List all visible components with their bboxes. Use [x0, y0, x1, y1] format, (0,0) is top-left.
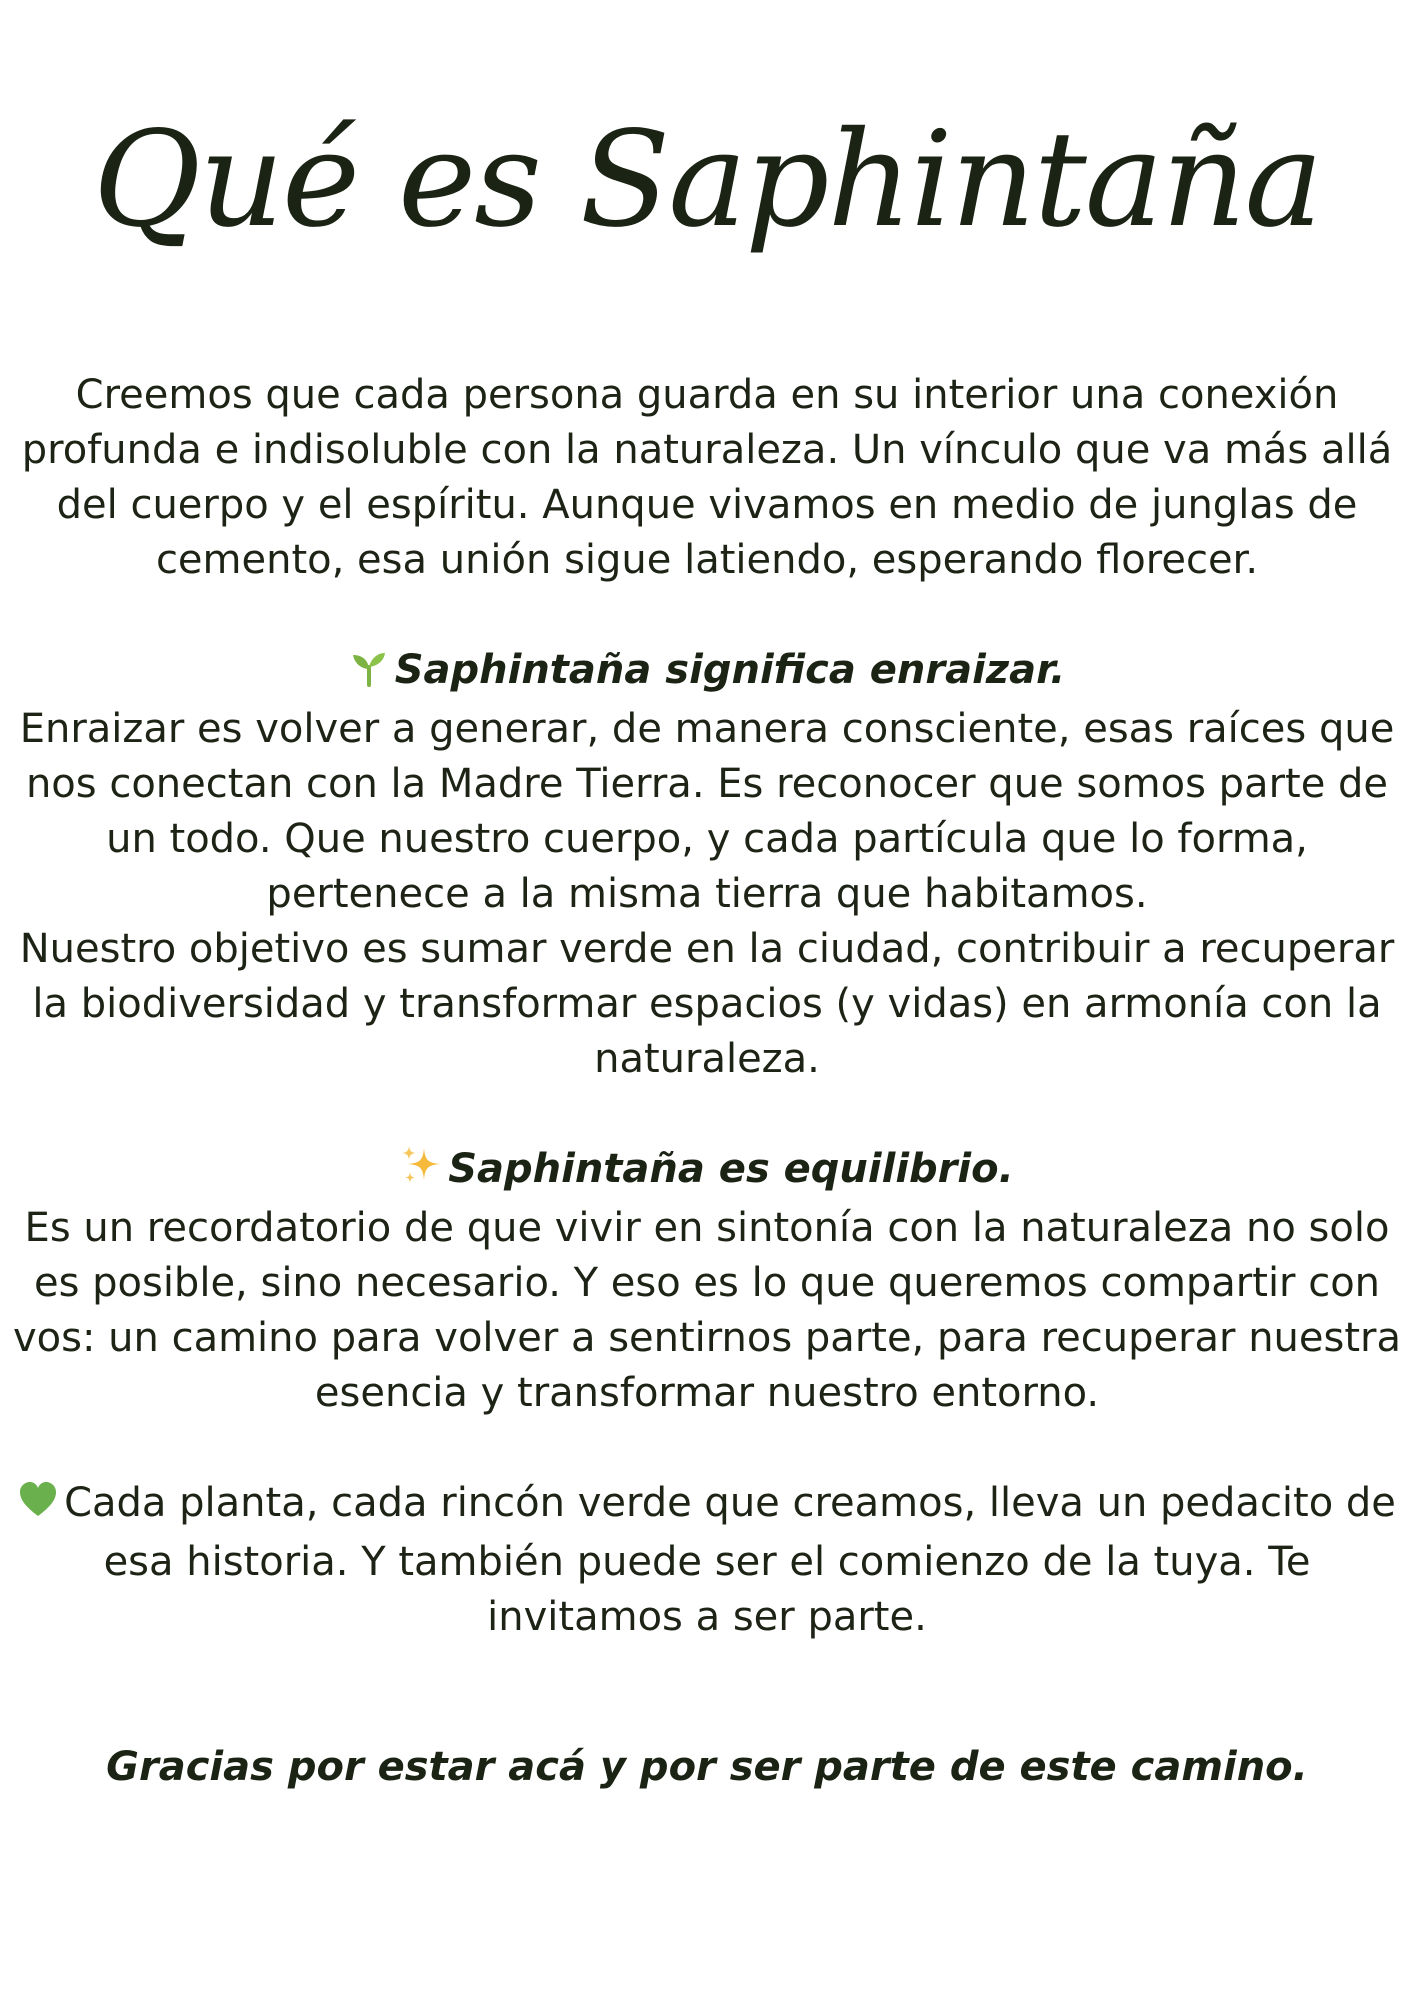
spacer — [0, 1087, 1414, 1142]
seedling-icon — [349, 647, 389, 702]
green-heart-icon — [18, 1480, 58, 1535]
section-heading-text: Saphintaña es equilibrio. — [448, 1146, 1014, 1192]
page-title: Qué es Saphintaña — [92, 103, 1322, 257]
spacer — [0, 1421, 1414, 1476]
body-text — [0, 368, 1414, 1645]
section-heading-enraizar — [0, 643, 1414, 702]
spacer — [0, 588, 1414, 643]
invitation-text: Cada planta, cada rincón verde que creamos, lleva un pedacito de esa historia. Y también puede ser el comienzo de la tuya. Te invitamos a ser parte. — [64, 1480, 1396, 1640]
enraizar-paragraph: Enraizar es volver a generar, de manera consciente, esas raíces que nos conectan con la Madre Tierra. Es reconocer que somos parte de un todo. Que nuestro cuerpo, y cada partícula que lo forma, pertenece a la misma tierra que habitamos. — [19, 706, 1395, 917]
equilibrio-paragraph: Es un recordatorio de que vivir en sintonía con la naturaleza no solo es posible, sino necesario. Y eso es lo que queremos compartir con vos: un camino para volver a sentirnos parte, para recuperar nuestra esencia y transformar nuestro entorno. — [12, 1205, 1401, 1416]
closing-message: Gracias por estar acá y por ser parte de este camino. — [106, 1744, 1308, 1790]
objetivo-paragraph: Nuestro objetivo es sumar verde en la ciudad, contribuir a recuperar la biodiversidad y transformar espacios (y vidas) en armonía con la naturaleza. — [19, 926, 1395, 1082]
intro-paragraph: Creemos que cada persona guarda en su interior una conexión profunda e indisoluble con la naturaleza. Un vínculo que va más allá del cuerpo y el espíritu. Aunque vivamos en medio de junglas de cemento, esa unión sigue latiendo, esperando florecer. — [21, 372, 1393, 583]
invitation-paragraph — [0, 1476, 1414, 1645]
sparkles-icon — [400, 1144, 442, 1201]
section-heading-equilibrio — [0, 1142, 1414, 1201]
section-heading-text: Saphintaña significa enraizar. — [394, 647, 1066, 693]
